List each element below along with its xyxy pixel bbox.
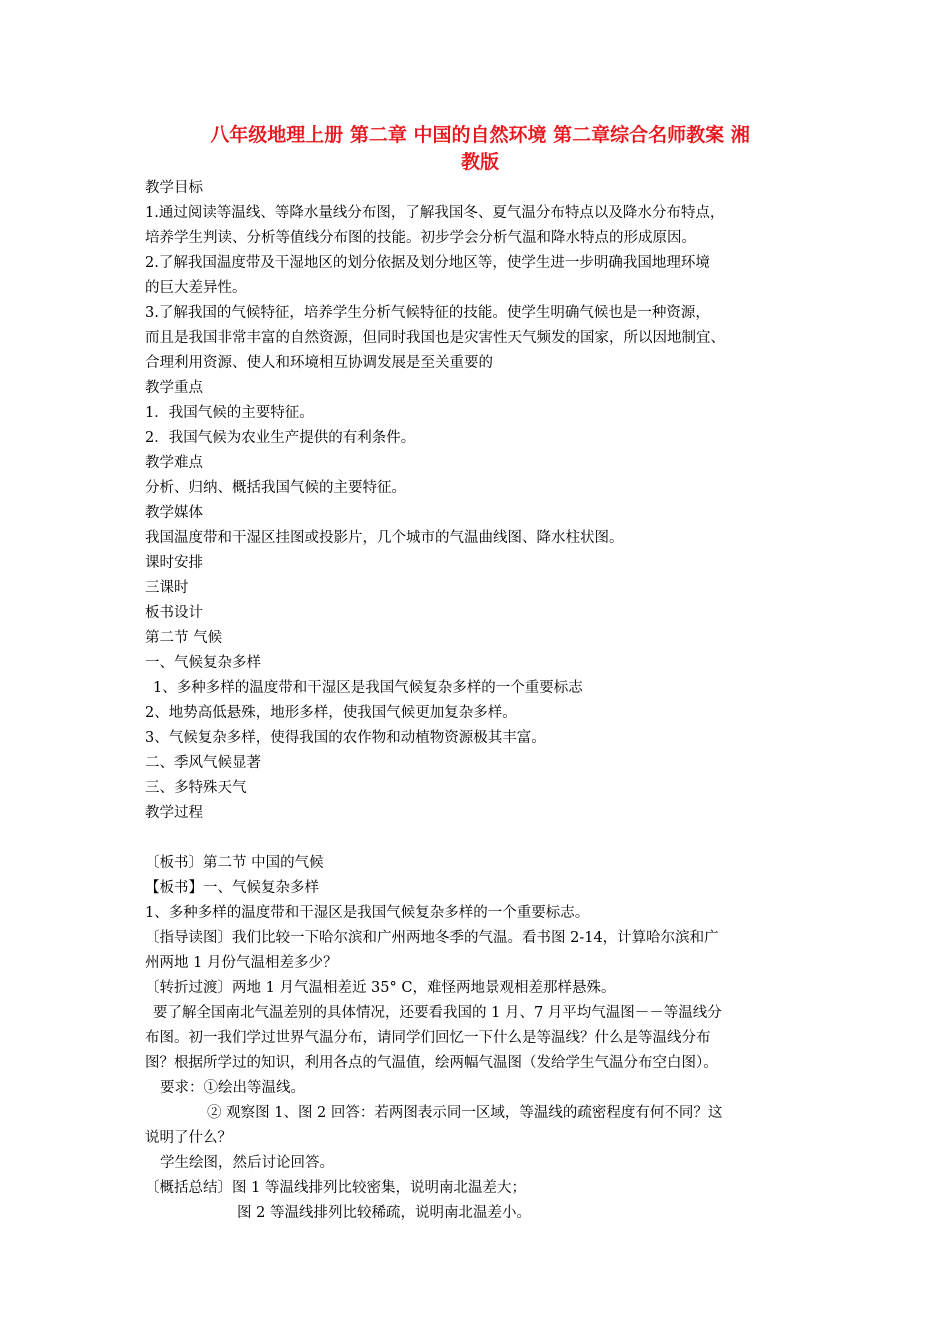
paragraph-line: 1.通过阅读等温线、等降水量线分布图，了解我国冬、夏气温分布特点以及降水分布特点， (145, 205, 725, 221)
section-heading: 教学过程 (145, 805, 203, 821)
paragraph-line: 1、多种多样的温度带和干湿区是我国气候复杂多样的一个重要标志 (153, 680, 583, 696)
paragraph-line: 2.了解我国温度带及干湿地区的划分依据及划分地区等，使学生进一步明确我国地理环境 (145, 255, 710, 271)
paragraph-line: 学生绘图，然后讨论回答。 (160, 1155, 334, 1171)
paragraph-line: 2、地势高低悬殊，地形多样，使我国气候更加复杂多样。 (145, 705, 517, 721)
paragraph-line: 培养学生判读、分析等值线分布图的技能。初步学会分析气温和降水特点的形成原因。 (145, 230, 696, 246)
paragraph-line: 图？根据所学过的知识，利用各点的气温值，绘两幅气温图（发给学生气温分布空白图）。 (145, 1055, 718, 1071)
section-heading: 教学难点 (145, 455, 203, 471)
paragraph-line: 3、气候复杂多样，使得我国的农作物和动植物资源极其丰富。 (145, 730, 546, 746)
paragraph-line: 三课时 (145, 580, 189, 596)
paragraph-line: 我国温度带和干湿区挂图或投影片，几个城市的气温曲线图、降水柱状图。 (145, 530, 624, 546)
paragraph-line: 合理利用资源、使人和环境相互协调发展是至关重要的 (145, 355, 493, 371)
document-body (145, 176, 825, 1226)
paragraph-line: 州两地 1 月份气温相差多少？ (145, 955, 338, 971)
paragraph-line: 三、多特殊天气 (145, 780, 247, 796)
paragraph-line: 二、季风气候显著 (145, 755, 261, 771)
section-heading: 课时安排 (145, 555, 203, 571)
section-heading: 教学目标 (145, 180, 203, 196)
paragraph-line: 布图。初一我们学过世界气温分布，请同学们回忆一下什么是等温线？什么是等温线分布 (145, 1030, 711, 1046)
section-heading: 教学媒体 (145, 505, 203, 521)
paragraph-line: 而且是我国非常丰富的自然资源，但同时我国也是灾害性天气频发的国家，所以因地制宜、 (145, 330, 725, 346)
paragraph-line: 〔板书〕第二节 中国的气候 (145, 855, 324, 871)
section-heading: 教学重点 (145, 380, 203, 396)
paragraph-line: 〔转折过渡〕两地 1 月气温相差近 35° C，难怪两地景观相差那样悬殊。 (145, 980, 616, 996)
paragraph-line: 要了解全国南北气温差别的具体情况，还要看我国的 1 月、7 月平均气温图－－等温线分 (153, 1005, 722, 1021)
paragraph-line: 1．我国气候的主要特征。 (145, 405, 314, 421)
title-line-1: 八年级地理上册 第二章 中国的自然环境 第二章综合名师教案 湘 (210, 124, 750, 146)
blank-line (145, 826, 825, 851)
paragraph-line: 〔概括总结〕图 1 等温线排列比较密集，说明南北温差大； (145, 1180, 526, 1196)
paragraph-line: 第二节 气候 (145, 630, 223, 646)
title-line-2: 教版 (460, 151, 499, 173)
paragraph-line: 〔指导读图〕我们比较一下哈尔滨和广州两地冬季的气温。看书图 2-14，计算哈尔滨和广 (145, 930, 719, 946)
paragraph-line: 3.了解我国的气候特征，培养学生分析气候特征的技能。使学生明确气候也是一种资源， (145, 305, 710, 321)
paragraph-line: 说明了什么？ (145, 1130, 232, 1146)
paragraph-line: 的巨大差异性。 (145, 280, 247, 296)
document-title (140, 122, 820, 176)
paragraph-line: ② 观察图 1、图 2 回答：若两图表示同一区域，等温线的疏密程度有何不同？这 (207, 1105, 723, 1121)
paragraph-line: 图 2 等温线排列比较稀疏，说明南北温差小。 (237, 1205, 531, 1221)
paragraph-line: 一、气候复杂多样 (145, 655, 261, 671)
paragraph-line: 要求：①绘出等温线。 (160, 1080, 305, 1096)
paragraph-line: 分析、归纳、概括我国气候的主要特征。 (145, 480, 406, 496)
paragraph-line: 2．我国气候为农业生产提供的有利条件。 (145, 430, 416, 446)
paragraph-line: 【板书】一、气候复杂多样 (145, 880, 319, 896)
paragraph-line: 1、多种多样的温度带和干湿区是我国气候复杂多样的一个重要标志。 (145, 905, 590, 921)
section-heading: 板书设计 (145, 605, 203, 621)
